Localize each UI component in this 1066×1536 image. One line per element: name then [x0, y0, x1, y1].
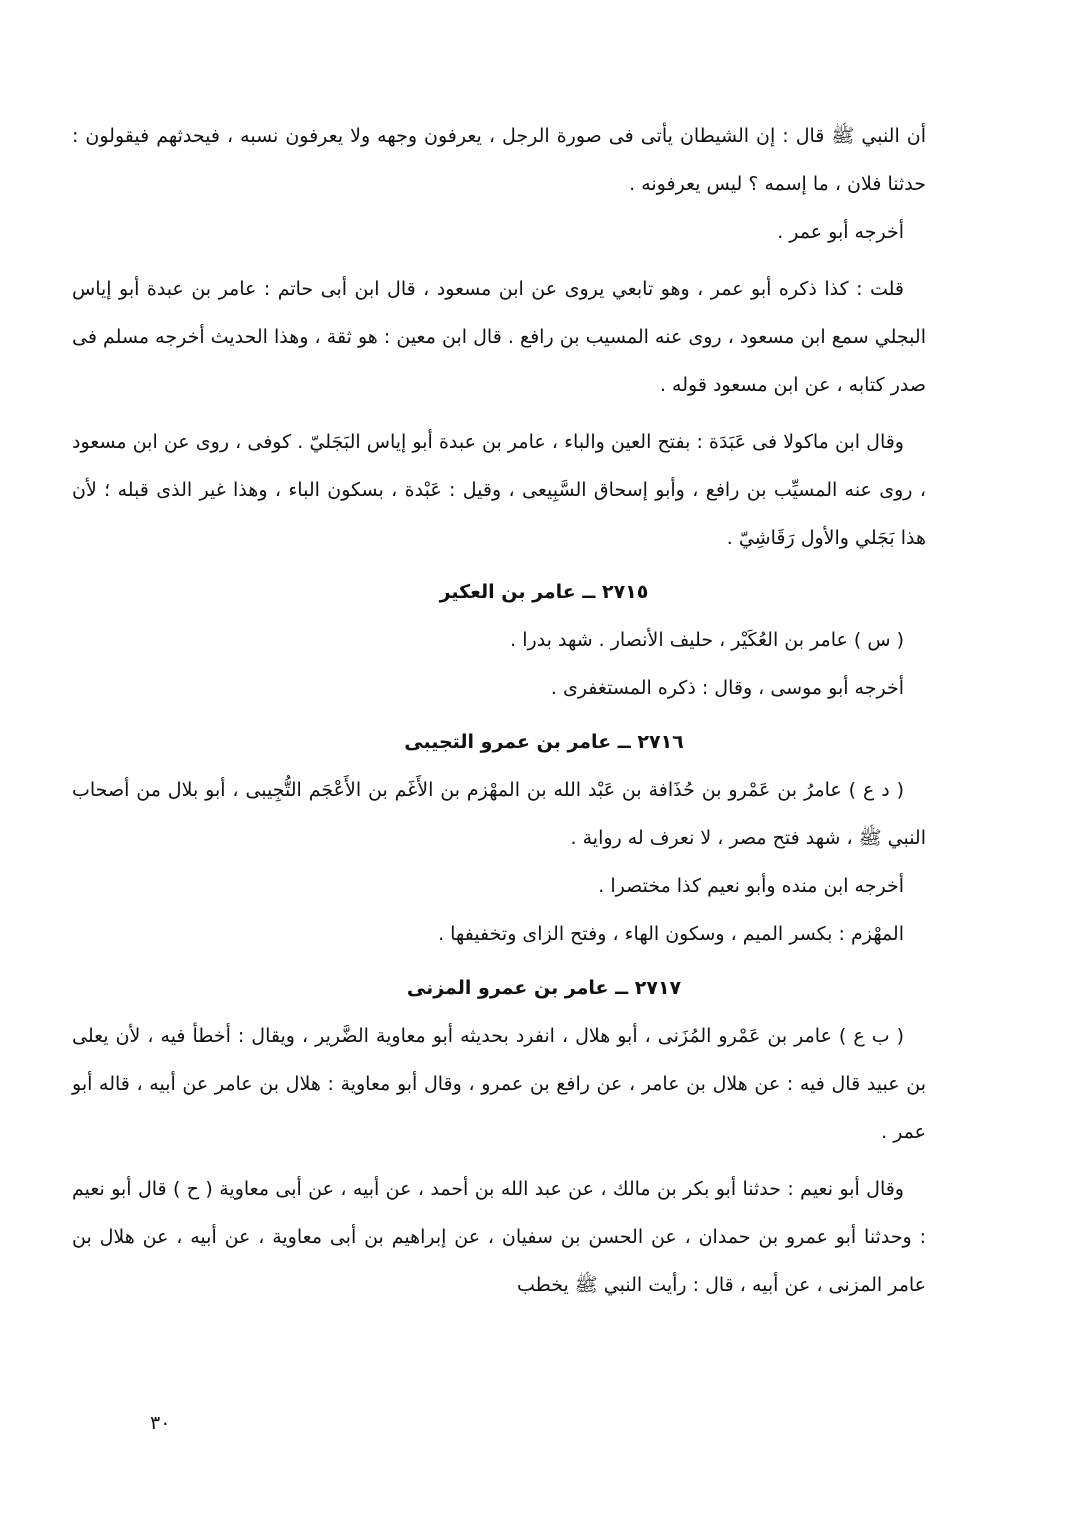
- entry-heading-2716: ٢٧١٦ ــ عامر بن عمرو التجيبى: [404, 731, 684, 753]
- paragraph-abu-nuaym-isnad: وقال أبو نعيم : حدثنا أبو بكر بن مالك ، عن عبد الله بن أحمد ، عن أبيه ، عن أبى معاوية ( ح ) قال أبو نعيم : وحدثنا أبو عمرو بن حمدان ، عن الحسن بن سفيان ، عن إبراهيم بن أبى معاوية ، عن أبيه ، عن هلال بن عامر المزنى ، عن أبيه ، قال : رأيت النبي ﷺ يخطب: [72, 1178, 926, 1296]
- paragraph-amir-bin-al-ukayr: ( س ) عامر بن العُكَيْر ، حليف الأنصار . شهد بدرا .: [510, 629, 904, 651]
- paragraph-ibn-makula: وقال ابن ماكولا فى عَبَدَة : بفتح العين والباء ، عامر بن عبدة أبو إياس البَجَليّ . كوفى ، روى عن ابن مسعود ، روى عنه المسيِّب بن رافع ، وأبو إسحاق السَّبِيعى ، وقيل : عَبْدة ، بسكون الباء ، وهذا غير الذى قبله ؛ لأن هذا بَجَلي والأول رَقَاشِيّ .: [72, 431, 926, 549]
- page-number: ٣٠: [150, 1412, 171, 1434]
- paragraph-amir-bin-amr-muzani: ( ب ع ) عامر بن عَمْرو المُزَنى ، أبو هلال ، انفرد بحديثه أبو معاوية الضَّرير ، ويقال : أخطأ فيه ، لأن يعلى بن عبيد قال فيه : عن هلال بن عامر ، عن رافع بن عمرو ، وقال أبو معاوية : هلال بن عامر عن أبيه ، قاله أبو عمر .: [72, 1025, 926, 1143]
- entry-heading-2715: ٢٧١٥ ــ عامر بن العكير: [439, 581, 649, 603]
- entry-heading-2717: ٢٧١٧ ــ عامر بن عمرو المزنى: [406, 977, 682, 999]
- paragraph-shaytan-hadith: أن النبي ﷺ قال : إن الشيطان يأتى فى صورة الرجل ، يعرفون وجهه ولا يعرفون نسبه ، فيحدثهم فيقولون : حدثنا فلان ، ما إسمه ؟ ليس يعرفونه .: [72, 125, 926, 195]
- page-body: [72, 112, 926, 1309]
- paragraph-al-mahzam: المهْزم : بكسر الميم ، وسكون الهاء ، وفتح الزاى وتخفيفها .: [438, 923, 904, 945]
- paragraph-amir-bin-amr-tujibi: ( د ع ) عامرُ بن عَمْرو بن حُذَافة بن عَبْد الله بن المهْزم بن الأَغَم بن الأَعْجَم التُّجِيبى ، أبو بلال من أصحاب النبي ﷺ ، شهد فتح مصر ، لا نعرف له رواية .: [72, 779, 926, 849]
- paragraph-akhrajahu-abu-musa: أخرجه أبو موسى ، وقال : ذكره المستغفرى .: [550, 677, 904, 699]
- paragraph-qultu-amir-bin-abda: قلت : كذا ذكره أبو عمر ، وهو تابعي يروى عن ابن مسعود ، قال ابن أبى حاتم : عامر بن عبدة أبو إياس البجلي سمع ابن مسعود ، روى عنه المسيب بن رافع . قال ابن معين : هو ثقة ، وهذا الحديث أخرجه مسلم فى صدر كتابه ، عن ابن مسعود قوله .: [72, 278, 926, 396]
- paragraph-akhrajahu-ibn-mandah: أخرجه ابن منده وأبو نعيم كذا مختصرا .: [598, 875, 904, 897]
- paragraph-akhrajahu-abu-umar: أخرجه أبو عمر .: [777, 221, 904, 243]
